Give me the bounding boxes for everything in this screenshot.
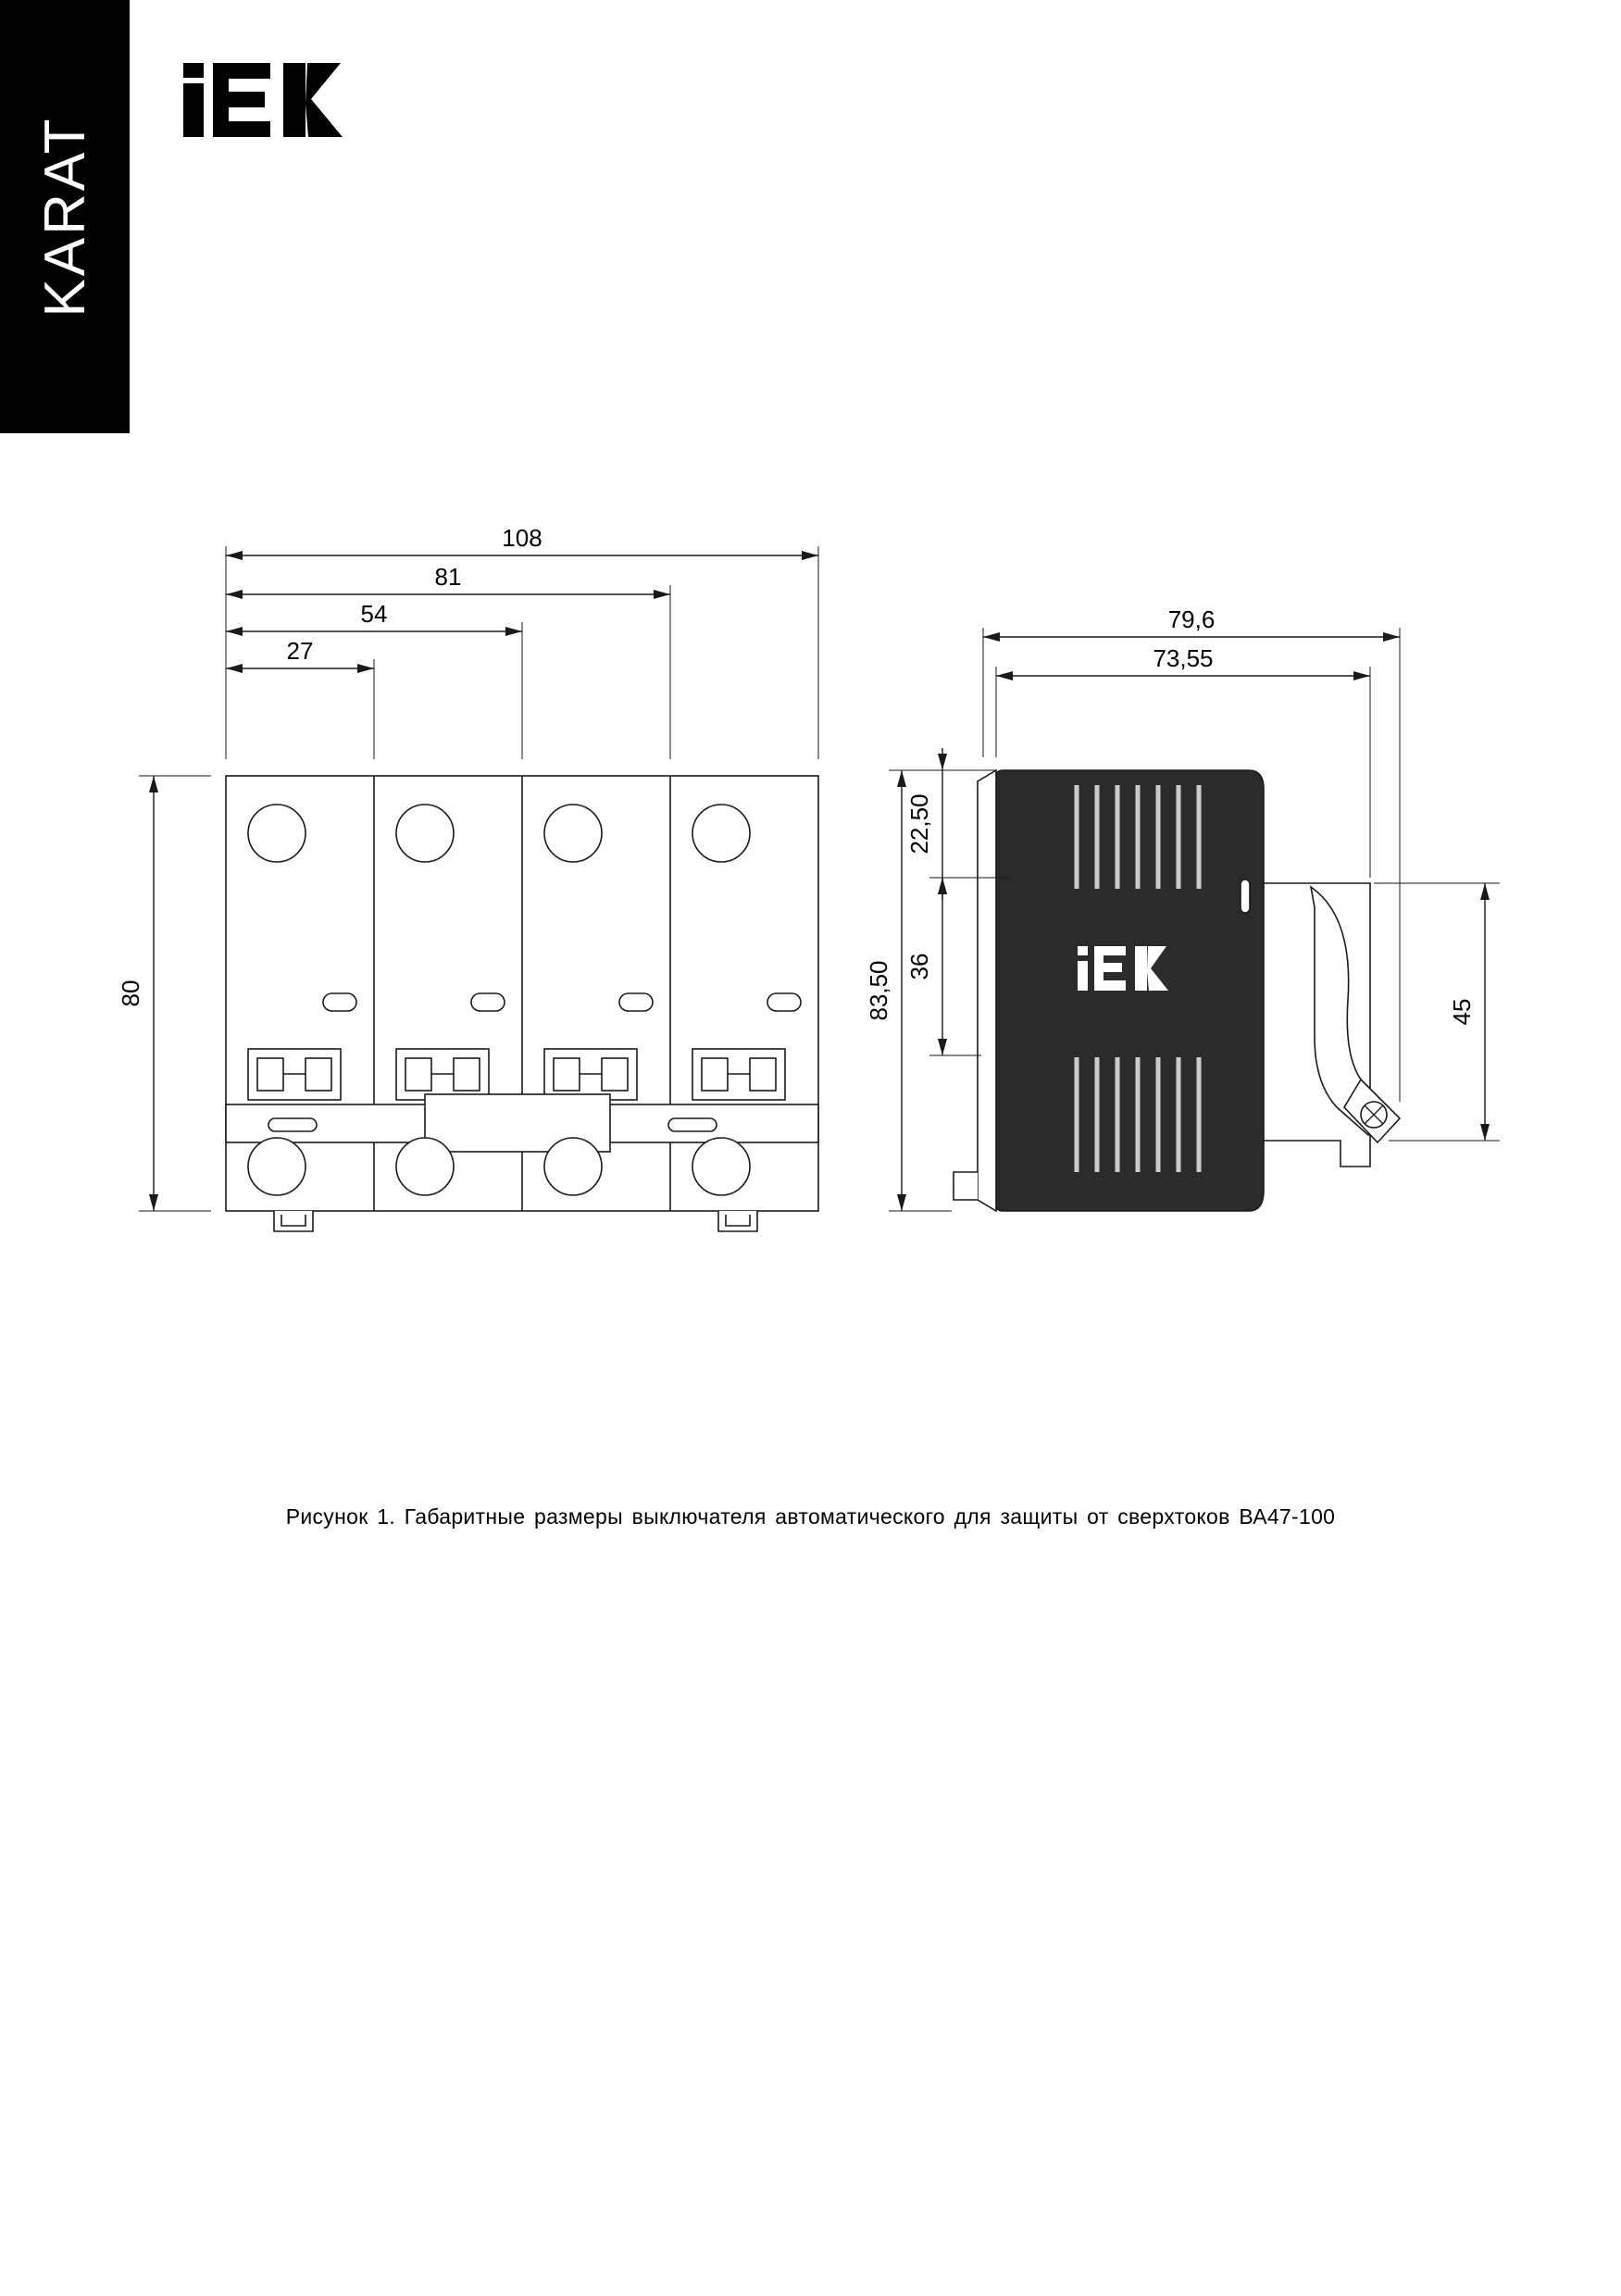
technical-drawing — [0, 518, 1621, 1296]
dimension-label-22-50: 22,50 — [905, 793, 933, 855]
brand-sidebar-label: KARAT — [32, 116, 97, 318]
dimension-label-108: 108 — [502, 524, 542, 552]
figure-caption — [0, 1504, 1621, 1529]
figure-caption-text: Рисунок 1. Габаритные размеры выключателя автоматического для защиты от сверхтоков ВА47-100 — [285, 1504, 1336, 1529]
iek-logo — [181, 57, 367, 143]
dimension-label-83-50: 83,50 — [865, 960, 892, 1021]
dimension-label-81: 81 — [434, 563, 462, 591]
dimension-label-79-6: 79,6 — [1167, 605, 1216, 633]
dimension-label-54: 54 — [360, 600, 388, 628]
dimension-label-73-55: 73,55 — [1153, 644, 1214, 672]
dimension-label-27: 27 — [286, 637, 314, 665]
brand-sidebar — [0, 0, 130, 433]
dimension-label-80: 80 — [117, 980, 144, 1007]
dimension-label-45: 45 — [1448, 998, 1476, 1026]
dimension-label-36: 36 — [905, 953, 933, 980]
